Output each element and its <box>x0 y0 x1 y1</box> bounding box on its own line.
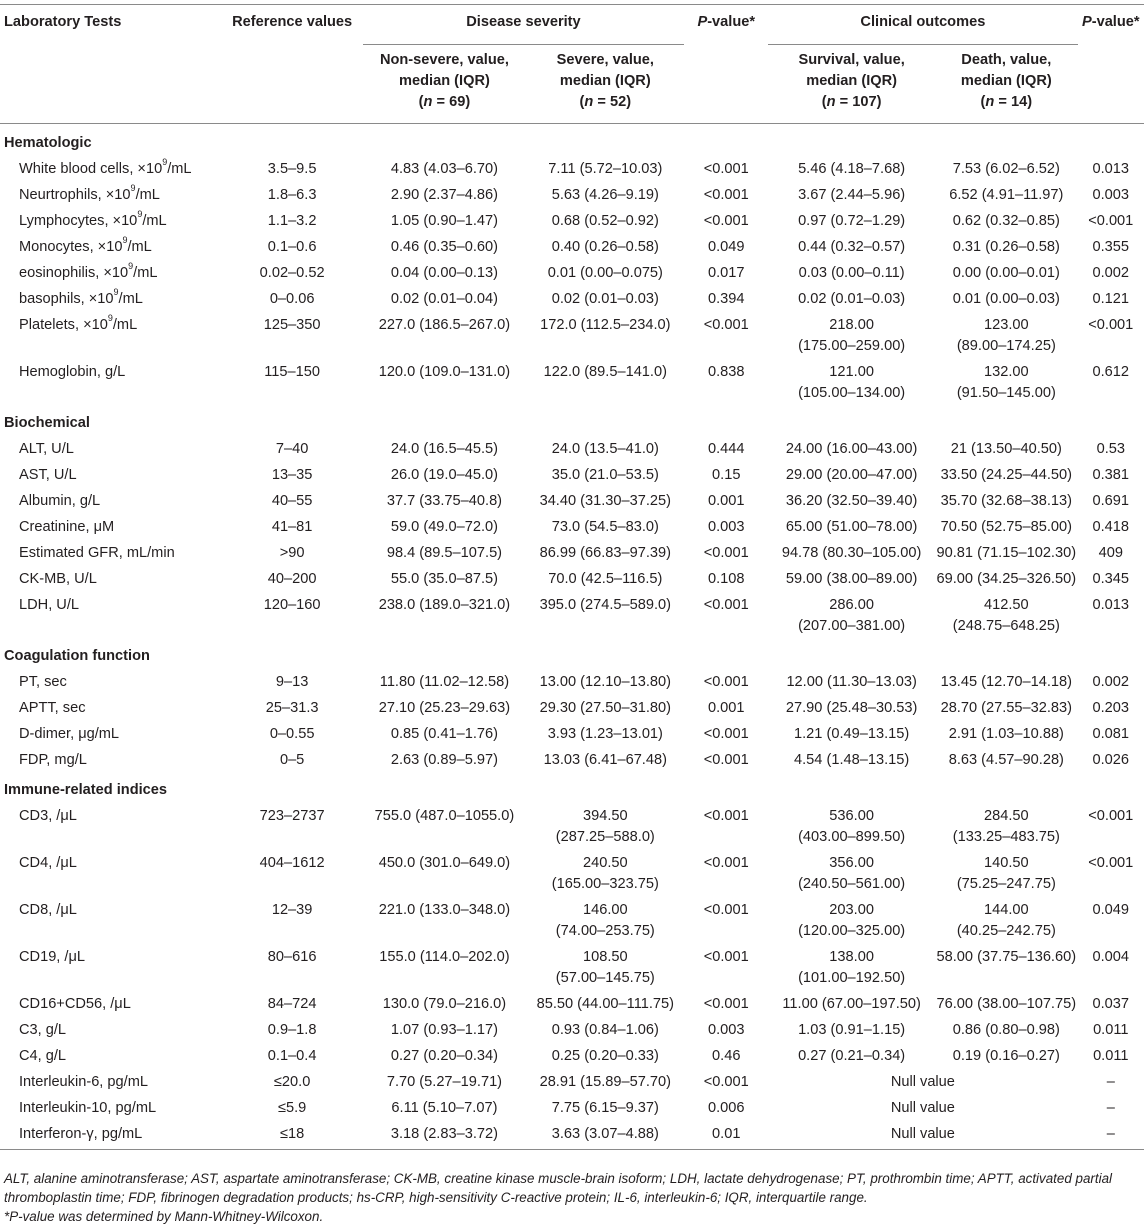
survival-value: 356.00 (240.50–561.00) <box>798 855 906 892</box>
outcome-p-value: 0.026 <box>1092 752 1130 768</box>
reference-value: 723–2737 <box>259 808 325 824</box>
reference-value: 0–0.06 <box>269 291 315 307</box>
severe-value: 13.00 (12.10–13.80) <box>539 674 672 690</box>
non-severe-value: 450.0 (301.0–649.0) <box>378 855 511 871</box>
outcome-p-value: 0.013 <box>1092 161 1130 177</box>
death-value: 0.01 (0.00–0.03) <box>952 291 1060 307</box>
table-row-hgb <box>0 357 1144 404</box>
survival-value: 5.46 (4.18–7.68) <box>798 161 906 177</box>
death-value: 0.00 (0.00–0.01) <box>952 265 1060 281</box>
severity-p-value: <0.001 <box>703 317 749 333</box>
severe-value: 3.63 (3.07–4.88) <box>526 1119 684 1150</box>
reference-value: 0–5 <box>279 752 305 768</box>
non-severe-value: 24.0 (16.5–45.5) <box>390 441 498 457</box>
severe-value: 7.75 (6.15–9.37) <box>551 1100 659 1116</box>
table-row-il6 <box>0 1067 1144 1093</box>
severity-p-value: 0.017 <box>707 265 745 281</box>
survival-value: 3.67 (2.44–5.96) <box>798 187 906 203</box>
reference-value: 40–200 <box>267 571 317 587</box>
footnote-p-value: *P-value was determined by Mann-Whitney-Wilcoxon. <box>4 1209 324 1224</box>
outcome-p-value: <0.001 <box>1088 808 1134 824</box>
outcome-p-value: 0.002 <box>1092 265 1130 281</box>
outcome-p-value: 0.004 <box>1092 949 1130 965</box>
outcome-p-value: 0.121 <box>1092 291 1130 307</box>
table-row-crea <box>0 512 1144 538</box>
reference-value: 3.5–9.5 <box>267 161 317 177</box>
non-severe-value: 0.85 (0.41–1.76) <box>390 726 498 742</box>
severity-p-value: <0.001 <box>703 161 749 177</box>
table-row-plt <box>0 310 1144 357</box>
non-severe-value: 1.05 (0.90–1.47) <box>390 213 498 229</box>
reference-value: 12–39 <box>271 902 313 918</box>
section-immune: Immune-related indices <box>4 782 168 798</box>
non-severe-value: 755.0 (487.0–1055.0) <box>374 808 515 824</box>
severe-value: 5.63 (4.26–9.19) <box>551 187 659 203</box>
outcome-p-value: 0.003 <box>1092 187 1130 203</box>
header-row-2 <box>0 45 1144 124</box>
reference-value: 125–350 <box>263 317 321 333</box>
reference-value: ≤18 <box>222 1119 363 1150</box>
header-row-1 <box>0 5 1144 45</box>
table-row-c4 <box>0 1041 1144 1067</box>
outcome-p-value: 0.013 <box>1092 597 1130 613</box>
severity-p-value: <0.001 <box>703 726 749 742</box>
header-clinical-outcomes: Clinical outcomes <box>768 5 1077 45</box>
test-name: D-dimer, μg/mL <box>19 726 120 742</box>
severe-value: 395.0 (274.5–589.0) <box>539 597 672 613</box>
non-severe-value: 4.83 (4.03–6.70) <box>390 161 498 177</box>
table-row-cd16 <box>0 989 1144 1015</box>
severe-value: 146.00 (74.00–253.75) <box>555 902 655 939</box>
reference-value: 0.1–0.4 <box>267 1048 317 1064</box>
non-severe-value: 120.0 (109.0–131.0) <box>378 364 511 380</box>
reference-value: >90 <box>279 545 305 561</box>
reference-value: 80–616 <box>267 949 317 965</box>
severity-p-value: 0.001 <box>707 700 745 716</box>
reference-value: 41–81 <box>271 519 313 535</box>
table-row-wbc <box>0 154 1144 180</box>
table-row-cd4 <box>0 848 1144 895</box>
test-name: Lymphocytes, $\times 10^9/mL$ <box>19 209 167 229</box>
reference-value: 115–150 <box>264 364 320 380</box>
survival-value: 36.20 (32.50–39.40) <box>785 493 918 509</box>
reference-value: 0.9–1.8 <box>267 1022 317 1038</box>
non-severe-value: 26.0 (19.0–45.0) <box>390 467 498 483</box>
outcome-p-value: 409 <box>1098 545 1123 561</box>
severity-p-value: <0.001 <box>703 1074 749 1090</box>
test-name: FDP, mg/L <box>19 752 87 768</box>
severity-p-value: <0.001 <box>703 213 749 229</box>
test-name: PT, sec <box>19 674 67 690</box>
death-value: 144.00 (40.25–242.75) <box>956 902 1056 939</box>
death-value: 13.45 (12.70–14.18) <box>940 674 1073 690</box>
severity-p-value: 0.01 <box>684 1119 768 1150</box>
outcome-p-value: 0.049 <box>1092 902 1130 918</box>
table-row-cd19 <box>0 942 1144 989</box>
severity-p-value: 0.838 <box>707 364 745 380</box>
table-row-alb <box>0 486 1144 512</box>
survival-value: 536.00 (403.00–899.50) <box>798 808 906 845</box>
test-name: CD16+CD56, /μL <box>19 996 131 1012</box>
header-p-value-1: P-value* <box>684 5 768 45</box>
severe-value: 7.11 (5.72–10.03) <box>548 161 663 177</box>
reference-value: ≤20.0 <box>273 1074 311 1090</box>
survival-value: 1.21 (0.49–13.15) <box>794 726 910 742</box>
table-row-gfr <box>0 538 1144 564</box>
header-non-severe: Non-severe, value, median (IQR) (n = 69) <box>363 45 527 124</box>
death-value: 0.19 (0.16–0.27) <box>952 1048 1060 1064</box>
footnote-abbreviations: ALT, alanine aminotransferase; AST, aspartate aminotransferase; CK-MB, creatine kinase muscle-brain isoform; LDH, lactate dehydrogenase; PT, prothrombin time; APTT, activated partial thromboplastin time; FDP, fibrinogen degradation products; hs-CRP, high-sensitivity C-reactive protein; IL-6, interleukin-6; IQR, interquartile range. <box>4 1171 1112 1205</box>
survival-value: 0.27 (0.21–0.34) <box>798 1048 906 1064</box>
severity-p-value: 0.006 <box>707 1100 745 1116</box>
test-name: basophils, $\times 10^9/mL$ <box>19 287 143 307</box>
non-severe-value: 0.02 (0.01–0.04) <box>390 291 498 307</box>
outcome-p-value: 0.002 <box>1092 674 1130 690</box>
reference-value: 25–31.3 <box>265 700 319 716</box>
severe-value: 29.30 (27.50–31.80) <box>539 700 672 716</box>
reference-value: 84–724 <box>267 996 317 1012</box>
outcome-p-value: <0.001 <box>1088 855 1134 871</box>
reference-value: ≤5.9 <box>277 1100 307 1116</box>
severe-value: 0.93 (0.84–1.06) <box>551 1022 659 1038</box>
test-name: Albumin, g/L <box>19 493 101 509</box>
outcome-null-value: Null value <box>890 1074 955 1090</box>
severe-value: 0.01 (0.00–0.075) <box>547 265 663 281</box>
survival-value: 121.00 (105.00–134.00) <box>798 364 906 401</box>
non-severe-value: 2.63 (0.89–5.97) <box>390 752 498 768</box>
table-row-aptt <box>0 693 1144 719</box>
table-row-lymph <box>0 206 1144 232</box>
lab-results-table <box>0 4 1144 1150</box>
severity-p-value: 0.394 <box>707 291 745 307</box>
test-name: C4, g/L <box>19 1048 67 1064</box>
severe-value: 24.0 (13.5–41.0) <box>551 441 659 457</box>
survival-value: 29.00 (20.00–47.00) <box>785 467 918 483</box>
severity-p-value: 0.003 <box>707 519 745 535</box>
test-name: Estimated GFR, mL/min <box>19 545 175 561</box>
non-severe-value: 7.70 (5.27–19.71) <box>386 1074 503 1090</box>
survival-value: 4.54 (1.48–13.15) <box>794 752 910 768</box>
reference-value: 120–160 <box>263 597 321 613</box>
non-severe-value: 130.0 (79.0–216.0) <box>382 996 507 1012</box>
header-death-n: (n = 14) <box>980 94 1033 110</box>
table-row-neut <box>0 180 1144 206</box>
severe-value: 34.40 (31.30–37.25) <box>539 493 672 509</box>
death-value: 412.50 (248.75–648.25) <box>952 597 1060 634</box>
reference-value: 40–55 <box>271 493 313 509</box>
survival-value: 0.02 (0.01–0.03) <box>798 291 906 307</box>
death-value: 33.50 (24.25–44.50) <box>940 467 1073 483</box>
survival-value: 0.97 (0.72–1.29) <box>798 213 906 229</box>
test-name: Monocytes, $\times 10^9/mL$ <box>19 235 152 255</box>
reference-value: 13–35 <box>271 467 313 483</box>
test-name: Interleukin-10, pg/mL <box>19 1100 157 1116</box>
test-name: CD19, /μL <box>19 949 85 965</box>
header-lab-tests: Laboratory Tests <box>0 5 222 45</box>
non-severe-value: 0.27 (0.20–0.34) <box>390 1048 498 1064</box>
table-row-mono <box>0 232 1144 258</box>
death-value: 132.00 (91.50–145.00) <box>956 364 1056 401</box>
table-row-ifn <box>0 1119 1144 1150</box>
table-row-ldh <box>0 590 1144 637</box>
table-row-baso <box>0 284 1144 310</box>
reference-value: 0.02–0.52 <box>259 265 325 281</box>
death-value: 6.52 (4.91–11.97) <box>949 187 1064 203</box>
death-value: 76.00 (38.00–107.75) <box>936 996 1077 1012</box>
section-biochemical: Biochemical <box>4 415 90 431</box>
outcome-p-value: 0.345 <box>1092 571 1130 587</box>
test-name: CD4, /μL <box>19 855 77 871</box>
severe-value: 70.0 (42.5–116.5) <box>548 571 663 587</box>
table-row-ast <box>0 460 1144 486</box>
table-body <box>0 124 1144 1150</box>
death-value: 8.63 (4.57–90.28) <box>948 752 1064 768</box>
header-survival-n: (n = 107) <box>821 94 882 110</box>
severe-value: 172.0 (112.5–234.0) <box>540 317 671 333</box>
death-value: 0.31 (0.26–0.58) <box>952 239 1060 255</box>
severe-value: 35.0 (21.0–53.5) <box>551 467 659 483</box>
header-death: Death, value, median (IQR) (n = 14) <box>935 45 1078 124</box>
test-name: APTT, sec <box>19 700 86 716</box>
death-value: 0.86 (0.80–0.98) <box>952 1022 1060 1038</box>
table-row-cd3 <box>0 801 1144 848</box>
header-p-value-2: P-value* <box>1078 5 1144 45</box>
test-name: CD8, /μL <box>19 902 77 918</box>
severe-value: 86.99 (66.83–97.39) <box>539 545 672 561</box>
section-hematologic: Hematologic <box>4 135 92 151</box>
severity-p-value: 0.049 <box>707 239 745 255</box>
severity-p-value: <0.001 <box>703 996 749 1012</box>
test-name: Interleukin-6, pg/mL <box>19 1074 148 1090</box>
severe-value: 3.93 (1.23–13.01) <box>547 726 663 742</box>
survival-value: 203.00 (120.00–325.00) <box>798 902 906 939</box>
test-name: White blood cells, $\times 10^9/mL$ <box>19 157 192 177</box>
death-value: 58.00 (37.75–136.60) <box>936 949 1077 965</box>
test-name: ALT, U/L <box>19 441 74 457</box>
severity-p-value: 0.15 <box>712 467 741 483</box>
outcome-p-value: 0.037 <box>1092 996 1130 1012</box>
death-value: 69.00 (34.25–326.50) <box>936 571 1077 587</box>
severity-p-value: 0.003 <box>707 1022 745 1038</box>
table-row-ckmb <box>0 564 1144 590</box>
non-severe-value: 6.11 (5.10–7.07) <box>391 1100 498 1116</box>
test-name: C3, g/L <box>19 1022 67 1038</box>
non-severe-value: 11.80 (11.02–12.58) <box>379 674 510 690</box>
header-disease-severity: Disease severity <box>363 5 685 45</box>
reference-value: 0–0.55 <box>269 726 315 742</box>
outcome-p-value: <0.001 <box>1088 317 1134 333</box>
table-row-cd8 <box>0 895 1144 942</box>
non-severe-value: 37.7 (33.75–40.8) <box>386 493 503 509</box>
severity-p-value: 0.46 <box>712 1048 741 1064</box>
outcome-p-value: – <box>1106 1074 1115 1090</box>
table-row-il10 <box>0 1093 1144 1119</box>
survival-value: 65.00 (51.00–78.00) <box>785 519 918 535</box>
severe-value: 394.50 (287.25–588.0) <box>555 808 655 845</box>
test-name: Interferon-γ, pg/mL <box>0 1119 222 1150</box>
survival-value: 218.00 (175.00–259.00) <box>798 317 906 354</box>
non-severe-value: 55.0 (35.0–87.5) <box>390 571 498 587</box>
severity-p-value: <0.001 <box>703 545 749 561</box>
test-name: Creatinine, μM <box>19 519 115 535</box>
severe-value: 0.25 (0.20–0.33) <box>551 1048 659 1064</box>
non-severe-value: 1.07 (0.93–1.17) <box>390 1022 498 1038</box>
reference-value: 9–13 <box>275 674 309 690</box>
test-name: LDH, U/L <box>19 597 80 613</box>
survival-value: 24.00 (16.00–43.00) <box>785 441 918 457</box>
survival-value: 27.90 (25.48–30.53) <box>785 700 918 716</box>
non-severe-value: 27.10 (25.23–29.63) <box>378 700 511 716</box>
non-severe-value: 155.0 (114.0–202.0) <box>379 949 510 965</box>
severe-value: 0.68 (0.52–0.92) <box>551 213 659 229</box>
non-severe-value: 227.0 (186.5–267.0) <box>378 317 511 333</box>
outcome-p-value: 0.081 <box>1092 726 1130 742</box>
outcome-null-value: Null value <box>890 1100 955 1116</box>
test-name: Platelets, $\times 10^9/mL$ <box>19 313 138 333</box>
outcome-p-value: 0.011 <box>1093 1022 1129 1038</box>
non-severe-value: 221.0 (133.0–348.0) <box>378 902 511 918</box>
table-row-fdp <box>0 745 1144 771</box>
outcome-p-value: 0.011 <box>1093 1048 1129 1064</box>
table-row-alt <box>0 434 1144 460</box>
outcome-p-value: 0.418 <box>1092 519 1130 535</box>
table-row-ddimer <box>0 719 1144 745</box>
severity-p-value: 0.444 <box>707 441 745 457</box>
section-coagulation: Coagulation function <box>4 648 150 664</box>
table-row-eos <box>0 258 1144 284</box>
non-severe-value: 238.0 (189.0–321.0) <box>378 597 511 613</box>
severity-p-value: <0.001 <box>703 949 749 965</box>
death-value: 0.62 (0.32–0.85) <box>952 213 1060 229</box>
survival-value: 94.78 (80.30–105.00) <box>781 545 922 561</box>
death-value: 7.53 (6.02–6.52) <box>952 161 1060 177</box>
severe-value: 73.0 (54.5–83.0) <box>551 519 659 535</box>
non-severe-value: 0.04 (0.00–0.13) <box>390 265 498 281</box>
outcome-p-value: 0.691 <box>1092 493 1130 509</box>
outcome-p-value: – <box>1078 1119 1144 1150</box>
non-severe-value: 3.18 (2.83–3.72) <box>363 1119 527 1150</box>
severity-p-value: <0.001 <box>703 808 749 824</box>
test-name: Neurtrophils, $\times 10^9/mL$ <box>19 183 160 203</box>
outcome-p-value: – <box>1106 1100 1115 1116</box>
death-value: 90.81 (71.15–102.30) <box>936 545 1077 561</box>
reference-value: 404–1612 <box>259 855 325 871</box>
death-value: 21 (13.50–40.50) <box>950 441 1062 457</box>
test-name: eosinophilis, $\times 10^9/mL$ <box>19 261 158 281</box>
survival-value: 138.00 (101.00–192.50) <box>798 949 906 986</box>
non-severe-value: 0.46 (0.35–0.60) <box>390 239 498 255</box>
non-severe-value: 2.90 (2.37–4.86) <box>390 187 498 203</box>
reference-value: 1.8–6.3 <box>267 187 317 203</box>
severity-p-value: <0.001 <box>703 597 749 613</box>
reference-value: 0.1–0.6 <box>267 239 317 255</box>
severe-value: 122.0 (89.5–141.0) <box>543 364 667 380</box>
non-severe-value: 98.4 (89.5–107.5) <box>386 545 503 561</box>
test-name: Hemoglobin, g/L <box>19 364 126 380</box>
outcome-p-value: <0.001 <box>1088 213 1134 229</box>
survival-value: 11.00 (67.00–197.50) <box>782 996 921 1012</box>
header-survival: Survival, value, median (IQR) (n = 107) <box>768 45 935 124</box>
survival-value: 1.03 (0.91–1.15) <box>798 1022 906 1038</box>
severity-p-value: <0.001 <box>703 902 749 918</box>
test-name: CK-MB, U/L <box>19 571 97 587</box>
severity-p-value: <0.001 <box>703 187 749 203</box>
header-reference: Reference values <box>222 5 363 45</box>
death-value: 70.50 (52.75–85.00) <box>940 519 1073 535</box>
death-value: 2.91 (1.03–10.88) <box>948 726 1064 742</box>
header-severe: Severe, value, median (IQR) (n = 52) <box>526 45 684 124</box>
death-value: 140.50 (75.25–247.75) <box>956 855 1056 892</box>
table-row-c3 <box>0 1015 1144 1041</box>
test-name: AST, U/L <box>19 467 77 483</box>
death-value: 28.70 (27.55–32.83) <box>940 700 1073 716</box>
survival-value: 12.00 (11.30–13.03) <box>786 674 917 690</box>
severe-value: 240.50 (165.00–323.75) <box>551 855 659 892</box>
survival-value: 59.00 (38.00–89.00) <box>785 571 918 587</box>
outcome-p-value: 0.53 <box>1096 441 1125 457</box>
severe-value: 108.50 (57.00–145.75) <box>555 949 655 986</box>
death-value: 35.70 (32.68–38.13) <box>940 493 1073 509</box>
severity-p-value: <0.001 <box>703 752 749 768</box>
severity-p-value: <0.001 <box>703 855 749 871</box>
severity-p-value: <0.001 <box>703 674 749 690</box>
survival-value: 0.03 (0.00–0.11) <box>798 265 905 281</box>
outcome-null-value: Null value <box>768 1119 1077 1150</box>
header-non-severe-n: (n = 69) <box>418 94 471 110</box>
outcome-p-value: 0.355 <box>1092 239 1130 255</box>
reference-value: 7–40 <box>275 441 309 457</box>
severe-value: 0.02 (0.01–0.03) <box>551 291 659 307</box>
outcome-p-value: 0.381 <box>1092 467 1130 483</box>
table-row-pt <box>0 667 1144 693</box>
severity-p-value: 0.001 <box>707 493 745 509</box>
test-name: CD3, /μL <box>19 808 77 824</box>
survival-value: 0.44 (0.32–0.57) <box>798 239 906 255</box>
non-severe-value: 59.0 (49.0–72.0) <box>390 519 498 535</box>
survival-value: 286.00 (207.00–381.00) <box>798 597 906 634</box>
severity-p-value: 0.108 <box>707 571 745 587</box>
severe-value: 28.91 (15.89–57.70) <box>539 1074 672 1090</box>
severe-value: 13.03 (6.41–67.48) <box>543 752 667 768</box>
death-value: 123.00 (89.00–174.25) <box>956 317 1056 354</box>
outcome-p-value: 0.203 <box>1092 700 1130 716</box>
outcome-p-value: 0.612 <box>1092 364 1130 380</box>
header-severe-n: (n = 52) <box>579 94 632 110</box>
severe-value: 0.40 (0.26–0.58) <box>551 239 659 255</box>
reference-value: 1.1–3.2 <box>267 213 317 229</box>
severe-value: 85.50 (44.00–111.75) <box>536 996 674 1012</box>
death-value: 284.50 (133.25–483.75) <box>952 808 1060 845</box>
